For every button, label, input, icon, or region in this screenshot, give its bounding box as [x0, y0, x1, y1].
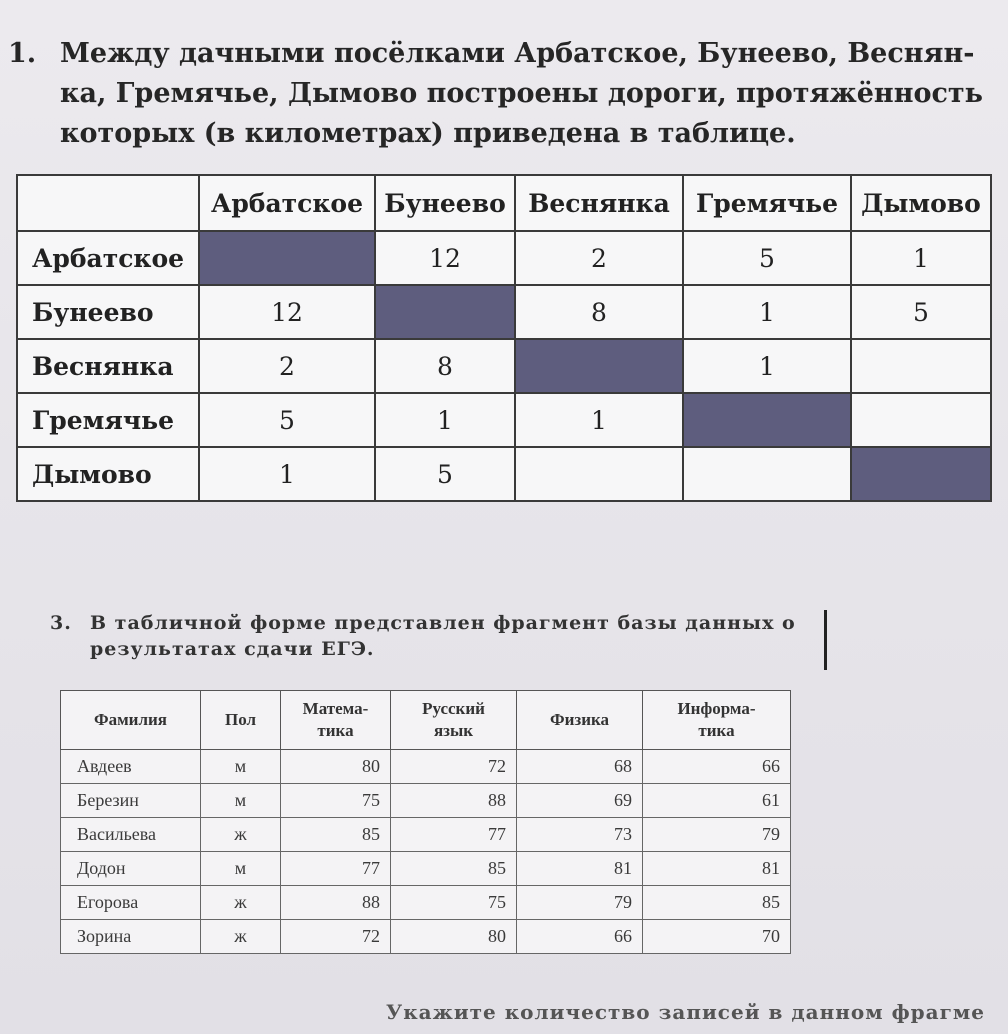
score-physics: 66	[517, 920, 643, 954]
distance-row-header: Арбатское	[17, 231, 199, 285]
score-math: 72	[281, 920, 391, 954]
student-sex: м	[201, 852, 281, 886]
shaded-cell	[515, 339, 683, 393]
exam-col-header: Фамилия	[61, 691, 201, 750]
score-math: 85	[281, 818, 391, 852]
score-informatics: 61	[643, 784, 791, 818]
distance-cell	[851, 339, 991, 393]
student-name: Зорина	[61, 920, 201, 954]
exam-col-header: Физика	[517, 691, 643, 750]
exam-col-header: Пол	[201, 691, 281, 750]
distance-table-corner	[17, 175, 199, 231]
problem-1-line-2: ка, Гремячье, Дымово построены дороги, протяжённость	[60, 78, 983, 109]
distance-col-header: Гремячье	[683, 175, 851, 231]
distance-cell: 8	[375, 339, 515, 393]
student-name: Авдеев	[61, 750, 201, 784]
problem-1-number: 1.	[8, 38, 37, 69]
distance-row-header: Дымово	[17, 447, 199, 501]
score-physics: 73	[517, 818, 643, 852]
student-name: Березин	[61, 784, 201, 818]
student-sex: ж	[201, 818, 281, 852]
exam-col-header: Информа- тика	[643, 691, 791, 750]
distance-cell	[851, 393, 991, 447]
exam-col-header: Матема- тика	[281, 691, 391, 750]
score-russian: 88	[391, 784, 517, 818]
distance-table-row	[17, 339, 991, 393]
margin-bar	[824, 610, 827, 670]
score-physics: 69	[517, 784, 643, 818]
distance-cell: 1	[375, 393, 515, 447]
score-russian: 85	[391, 852, 517, 886]
exam-table-row	[61, 750, 791, 784]
distance-row-header: Бунеево	[17, 285, 199, 339]
exam-col-header: Русский язык	[391, 691, 517, 750]
score-math: 80	[281, 750, 391, 784]
score-russian: 75	[391, 886, 517, 920]
shaded-cell	[199, 231, 375, 285]
score-informatics: 81	[643, 852, 791, 886]
score-informatics: 79	[643, 818, 791, 852]
shaded-cell	[683, 393, 851, 447]
distance-table-row	[17, 447, 991, 501]
distance-cell: 1	[199, 447, 375, 501]
score-informatics: 85	[643, 886, 791, 920]
distance-cell: 12	[199, 285, 375, 339]
score-russian: 77	[391, 818, 517, 852]
score-physics: 68	[517, 750, 643, 784]
student-name: Додон	[61, 852, 201, 886]
distance-table-row	[17, 393, 991, 447]
student-name: Васильева	[61, 818, 201, 852]
distance-cell: 2	[515, 231, 683, 285]
shaded-cell	[851, 447, 991, 501]
score-russian: 72	[391, 750, 517, 784]
distance-cell: 5	[375, 447, 515, 501]
exam-table-row	[61, 852, 791, 886]
distance-row-header: Гремячье	[17, 393, 199, 447]
distance-cell: 12	[375, 231, 515, 285]
distance-cell: 1	[515, 393, 683, 447]
distance-col-header: Дымово	[851, 175, 991, 231]
score-informatics: 66	[643, 750, 791, 784]
student-sex: ж	[201, 886, 281, 920]
distance-cell	[683, 447, 851, 501]
distance-cell: 5	[199, 393, 375, 447]
problem-3-number: 3.	[50, 612, 72, 634]
score-informatics: 70	[643, 920, 791, 954]
distance-table	[16, 174, 992, 502]
distance-table-row	[17, 231, 991, 285]
distance-col-header: Арбатское	[199, 175, 375, 231]
distance-col-header: Веснянка	[515, 175, 683, 231]
distance-table-header-row	[17, 175, 991, 231]
distance-col-header: Бунеево	[375, 175, 515, 231]
problem-3-line-1: В табличной форме представлен фрагмент базы данных о	[90, 612, 796, 634]
next-question-text: Укажите количество записей в данном фрагме	[386, 1000, 985, 1024]
problem-1-line-3: которых (в километрах) приведена в таблице.	[60, 118, 796, 149]
distance-cell: 1	[683, 339, 851, 393]
shaded-cell	[375, 285, 515, 339]
score-physics: 79	[517, 886, 643, 920]
problem-3-statement	[50, 610, 796, 662]
exam-table-row	[61, 784, 791, 818]
exam-table-row	[61, 818, 791, 852]
score-math: 77	[281, 852, 391, 886]
exam-table-row	[61, 886, 791, 920]
distance-table-row	[17, 285, 991, 339]
distance-cell: 2	[199, 339, 375, 393]
score-math: 88	[281, 886, 391, 920]
distance-cell: 1	[683, 285, 851, 339]
distance-cell: 5	[851, 285, 991, 339]
student-sex: м	[201, 750, 281, 784]
student-name: Егорова	[61, 886, 201, 920]
distance-cell	[515, 447, 683, 501]
exam-table-header-row	[61, 691, 791, 750]
distance-cell: 1	[851, 231, 991, 285]
score-math: 75	[281, 784, 391, 818]
score-russian: 80	[391, 920, 517, 954]
distance-cell: 5	[683, 231, 851, 285]
problem-1-line-1: Между дачными посёлками Арбатское, Бунеево, Веснян-	[60, 38, 975, 69]
student-sex: м	[201, 784, 281, 818]
score-physics: 81	[517, 852, 643, 886]
exam-table-row	[61, 920, 791, 954]
problem-1-statement	[8, 34, 983, 154]
distance-row-header: Веснянка	[17, 339, 199, 393]
problem-3-line-2: результатах сдачи ЕГЭ.	[90, 638, 375, 660]
exam-results-table	[60, 690, 791, 954]
distance-cell: 8	[515, 285, 683, 339]
student-sex: ж	[201, 920, 281, 954]
